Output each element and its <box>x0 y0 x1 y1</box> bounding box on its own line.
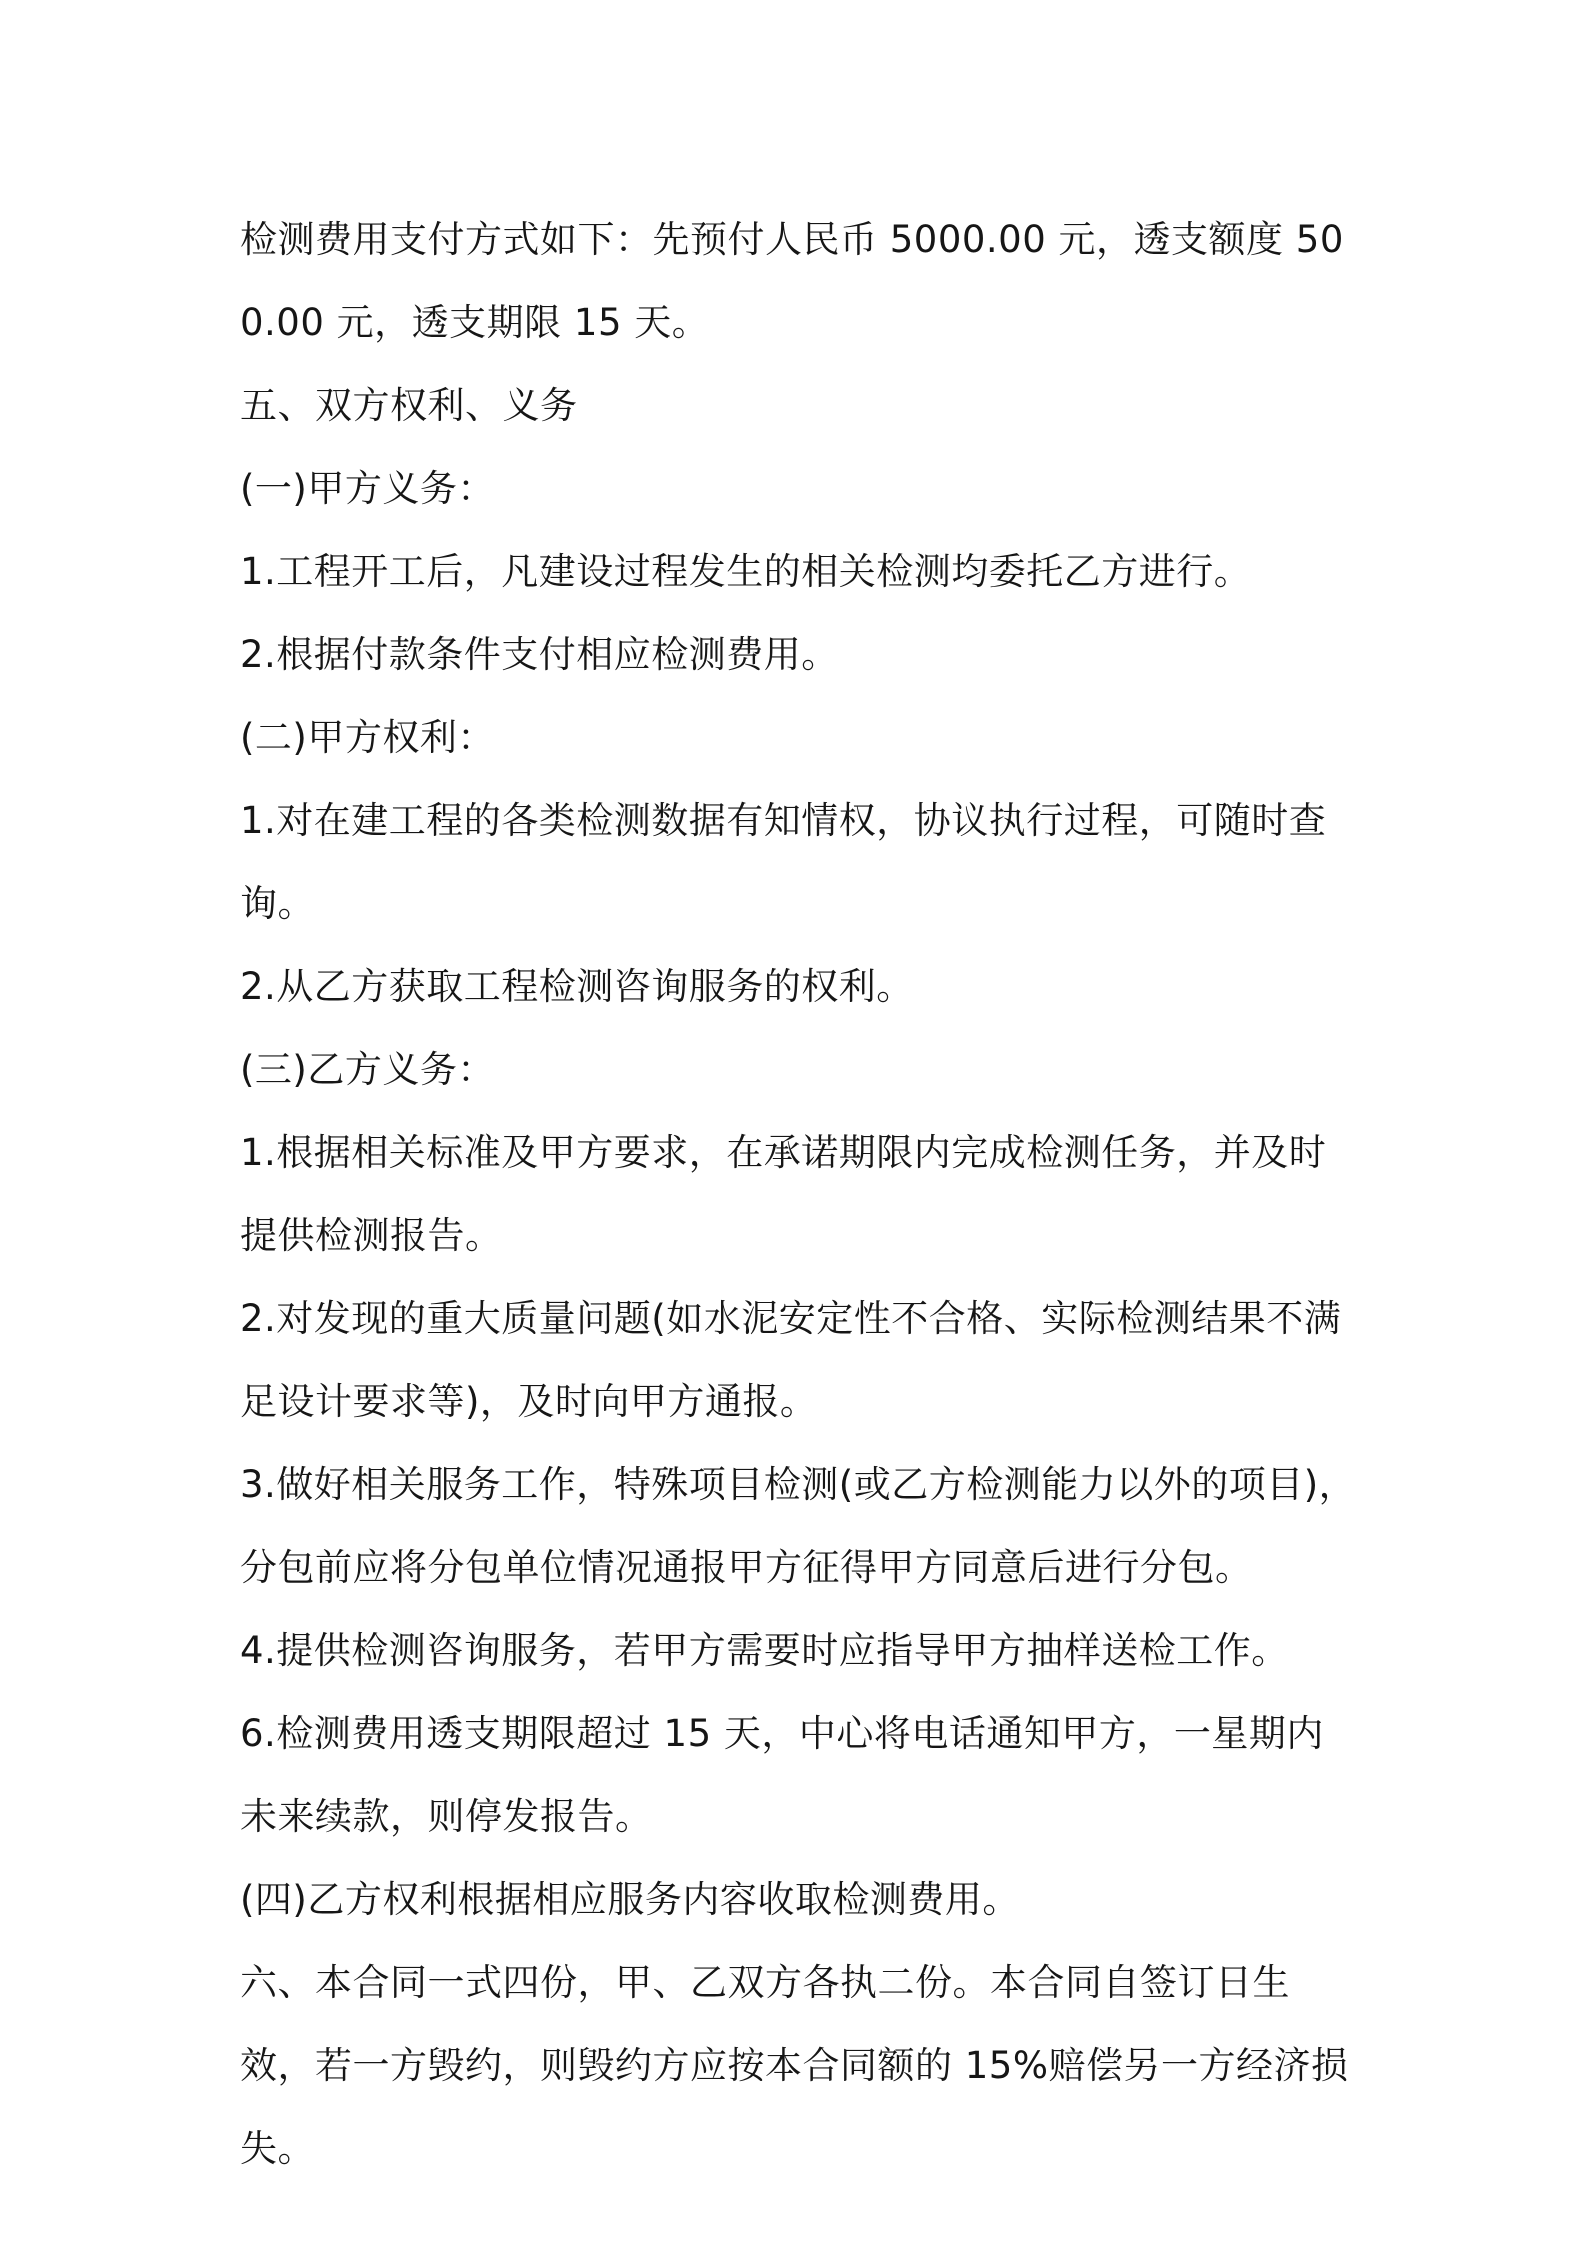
party-b-obligations-heading: (三)乙方义务： <box>240 1048 495 1091</box>
party-a-obligation-1: 1.工程开工后，凡建设过程发生的相关检测均委托乙方进行。 <box>240 550 1252 593</box>
party-a-right-1: 1.对在建工程的各类检测数据有知情权，协议执行过程，可随时查询。 <box>240 799 1327 925</box>
party-a-rights-heading: (二)甲方权利： <box>240 716 495 759</box>
party-b-rights-paragraph: (四)乙方权利根据相应服务内容收取检测费用。 <box>240 1878 1020 1921</box>
party-b-obligation-6: 6.检测费用透支期限超过 15 天，中心将电话通知甲方，一星期内未来续款，则停发报告。 <box>240 1712 1324 1838</box>
document-body <box>240 198 1360 2190</box>
section-five-heading: 五、双方权利、义务 <box>240 384 578 427</box>
party-b-obligation-1: 1.根据相关标准及甲方要求，在承诺期限内完成检测任务，并及时提供检测报告。 <box>240 1131 1327 1257</box>
party-a-obligations-heading: (一)甲方义务： <box>240 467 495 510</box>
party-a-right-2: 2.从乙方获取工程检测咨询服务的权利。 <box>240 965 914 1008</box>
party-b-obligation-2: 2.对发现的重大质量问题(如水泥安定性不合格、实际检测结果不满足设计要求等)，及时向甲方通报。 <box>240 1297 1342 1423</box>
section-six-paragraph: 六、本合同一式四份，甲、乙双方各执二份。本合同自签订日生效，若一方毁约，则毁约方应按本合同额的 15%赔偿另一方经济损失。 <box>240 1961 1349 2170</box>
party-a-obligation-2: 2.根据付款条件支付相应检测费用。 <box>240 633 839 676</box>
party-b-obligation-4: 4.提供检测咨询服务，若甲方需要时应指导甲方抽样送检工作。 <box>240 1629 1289 1672</box>
party-b-obligation-3: 3.做好相关服务工作，特殊项目检测(或乙方检测能力以外的项目)，分包前应将分包单位情况通报甲方征得甲方同意后进行分包。 <box>240 1463 1357 1589</box>
payment-terms-paragraph: 检测费用支付方式如下：先预付人民币 5000.00 元，透支额度 500.00 元，透支期限 15 天。 <box>240 218 1344 344</box>
